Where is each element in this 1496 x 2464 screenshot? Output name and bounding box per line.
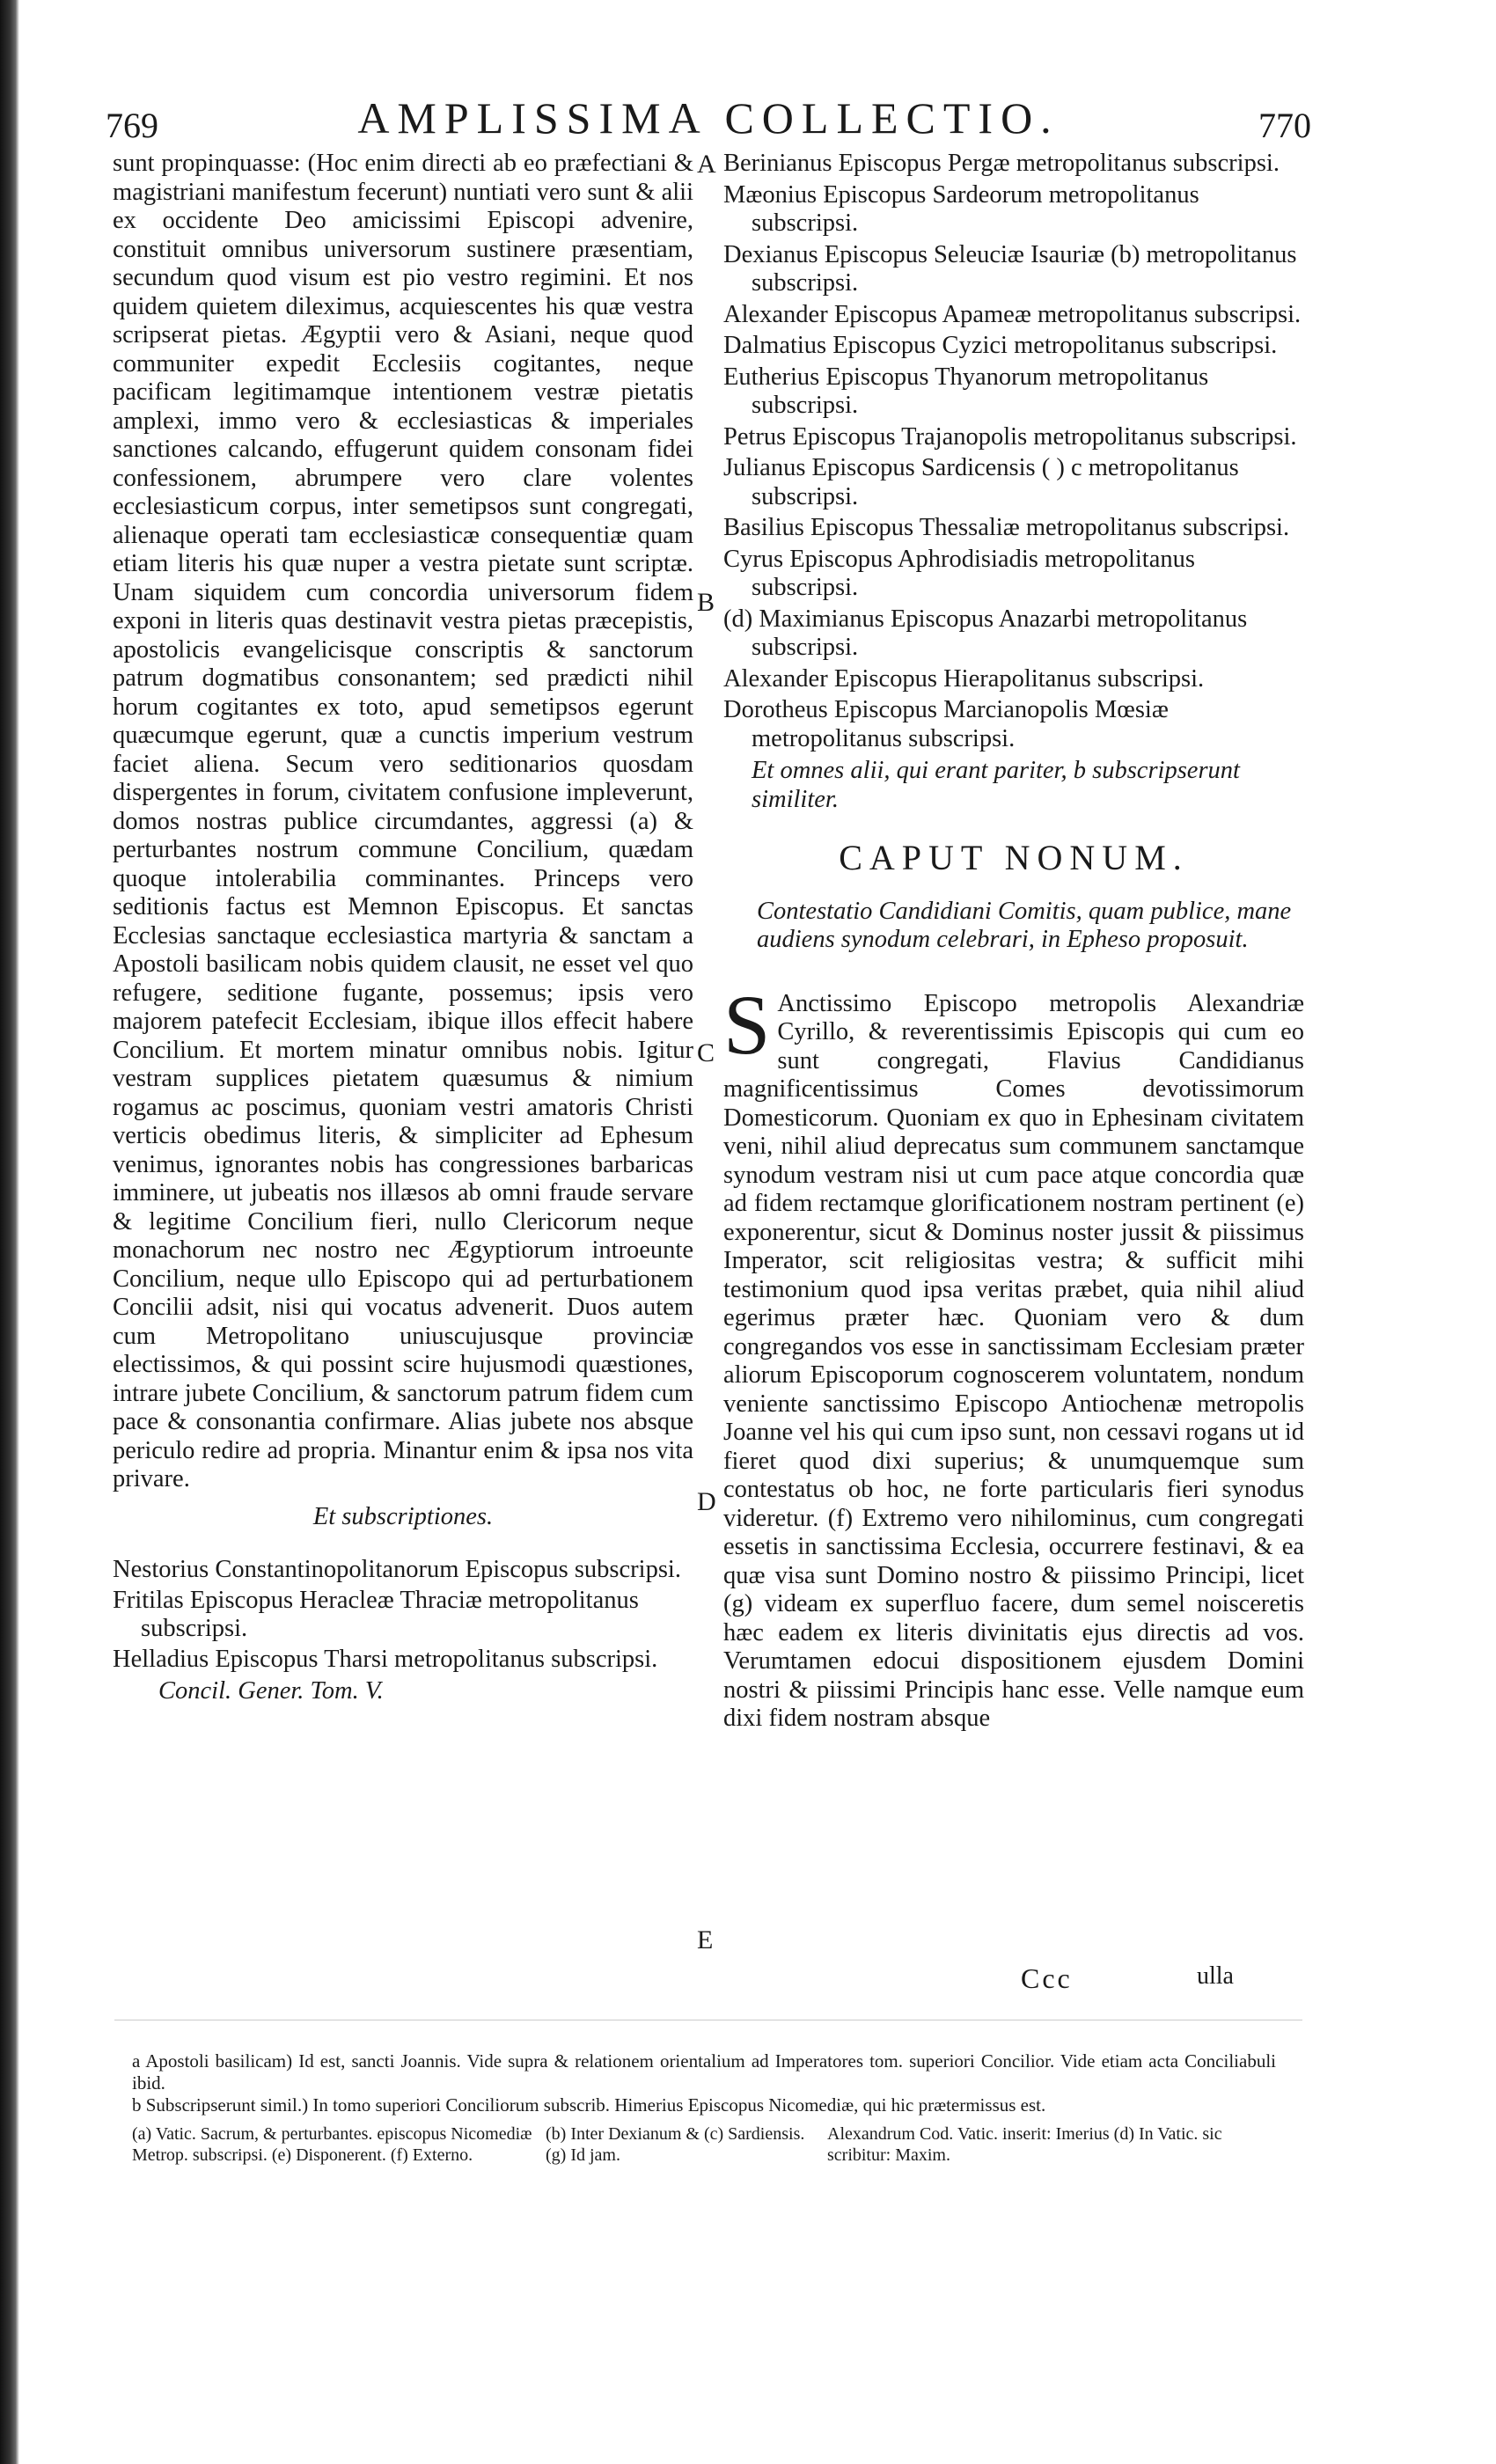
signature-line: Mæonius Episcopus Sardeorum metropolitanus subscripsi. [723, 180, 1199, 237]
variant-reading: Alexandrum Cod. Vatic. inserit: Imerius (d) In Vatic. sic scribitur: Maxim. [827, 2124, 1222, 2165]
catchword: ulla [1197, 1962, 1234, 1990]
footnote: a Apostoli basilicam) Id est, sancti Joannis. Vide supra & relationem orientalium ad Imperatores tom. superiori Concilior. Vide etiam acta Conciliabuli ibid. [132, 2050, 1276, 2094]
signature-line: Nestorius Constantinopolitanorum Episcopus subscripsi. [113, 1556, 681, 1583]
signature-mark: Ccc [1021, 1962, 1073, 1994]
page-number-right: 770 [1258, 106, 1311, 145]
footnote: b Subscripserunt simil.) In tomo superiori Conciliorum subscrib. Himerius Episcopus Nicomediæ, qui hic prætermissus est. [132, 2094, 1046, 2116]
chapter-body [723, 977, 1304, 1734]
drop-cap: S [723, 977, 771, 1072]
binding-shadow [0, 0, 19, 2464]
right-signature-list [723, 150, 1304, 753]
signature-line: Fritilas Episcopus Heracleæ Thraciæ metropolitanus subscripsi. [113, 1586, 639, 1642]
signature-line: Petrus Episcopus Trajanopolis metropolitanus subscripsi. [723, 422, 1297, 451]
right-column [723, 150, 1304, 1734]
chapter-title: CAPUT NONUM. [839, 838, 1189, 877]
left-signature-list [113, 1556, 693, 1674]
chapter-body-text: Anctissimo Episcopo metropolis Alexandriæ Cyrillo, & reverentissimis Episcopis qui cum eo sunt congregati, Flavius Candidianus magnificentissimus Comes devotissimorum Domesticorum. Quoniam ex quo in Ephesinam civitatem veni, nihil aliud deprecatus sum communem sanctamque synodum vestram nisi ut cum pace atque concordia quæ ad fidem rectamque glorificationem nostram pertinent (e) exponerentur, sicut & Dominus noster jussit & piissimus Imperator, scit religiositas vestra; & sufficit mihi testimonium quod ipsa veritas præbet, quia nihil aliud egerimus præter hæc. Quoniam vero & dum congregandos vos esse in sanctissimam Ecclesiam præter aliorum Episcoporum cognoscerem voluntatem, nondum veniente sanctissimo Episcopo Antiochenæ metropolis Joanne vel his qui cum ipso sunt, non cessavi rogans ut id fieret quod dixi superius; & unumquemque sum contestatus ob hoc, ne forte particularis fieri synodus videretur. (f) Extremo vero nihilominus, cum congregati essetis in sanctissima Ecclesia, occurrere festinavi, & ea quæ visa sunt Domino nostro & piissimo Principi, licet (g) videam ex superfluo facere, dum semel noisceretis hæc eadem ex literis divinitatis ejus directis ad vos. Verumtamen edocui dispositionem ejusdem Domini nostri & piissimi Principis hanc esse. Velle namque eum dixi fidem nostram absque [723, 989, 1304, 1732]
variant-readings [132, 2123, 1276, 2166]
variant-reading: (b) Inter Dexianum & (c) Sardiensis. (g) Id jam. [546, 2124, 805, 2165]
margin-letter-e: E [697, 1925, 714, 1954]
signature-line: Eutherius Episcopus Thyanorum metropolitanus subscripsi. [723, 363, 1209, 419]
subscriptions-heading: Et subscriptiones. [312, 1502, 494, 1530]
left-column [113, 150, 693, 1731]
margin-letter-a: A [697, 150, 716, 179]
variant-reading: (a) Vatic. Sacrum, & perturbantes. episcopus Nicomediæ Metrop. subscripsi. (e) Disponerent. (f) Externo. [132, 2124, 532, 2165]
signature-line: Julianus Episcopus Sardicensis ( ) c metropolitanus subscripsi. [723, 454, 1239, 510]
footnotes [132, 2050, 1276, 2166]
letter-body-text: sunt propinquasse: (Hoc enim directi ab eo præfectiani & magistriani manifestum fecerunt) nuntiati vero sunt & alii ex occidente Deo amicissimi Episcopi advenire, constituit omnibus universorum sustinere præsentiam, secundum quod visum est pio vestro regimini. Et nos quidem quietem dileximus, acquiescentes his quæ vestra scripserat pietas. Ægyptii vero & Asiani, neque quod communiter expedit Ecclesiis cogitantes, neque pacificam legitimamque intentionem vestræ pietatis amplexi, immo vero & ecclesiasticas & imperiales sanctiones calcando, effugerunt quidem consonam fidei confessionem, abrumpere vero clare volentes ecclesiasticum corpus, inter semetipsos sunt congregati, alienaque operati tam ecclesiasticæ consequentiæ quam etiam literis his quæ nuper a vestra pietate sunt scriptæ. Unam siquidem cum concordia universorum fidem exponi in literis quas destinavit vestra pietas præcepistis, apostolicis evangelicisque conscriptis & sanctorum patrum dogmatibus consonantem; sed prædicti nihil horum cogitantes ex toto, apud semetipsos egerunt quæcumque egerunt, quæ a cunctis imperium vestrum faciet aliena. Secum vero seditionarios quosdam dispergentes in forum, civitatem confusione impleverunt, domos nostras publice circumdantes, aggressi (a) & perturbantes nostrum commune Concilium, quædam quoque intolerabilia comminantes. Princeps vero seditionis factus est Memnon Episcopus. Et sanctas Ecclesias sanctaque ecclesiastica martyria & sanctam a Apostoli basilicam nobis quidem clausit, ne esset vel quo refugere, seditione fugante, possemus; ipsis vero majorem patefecit Ecclesiam, ibique illos effecit habere Concilium. Et mortem minatur omnibus nobis. Igitur vestram supplices pietatem quæsumus & nimium rogamus ac poscimus, quoniam vestri amatoris Christi verticis obedimus literis, & simpliciter ad Ephesum venimus, ignorantes nobis has congressiones barbaricas imminere, ut jubeatis nos illæsos ab omni fraude servare & legitime Concilium fieri, nullo Clericorum neque monachorum nec nostro nec Ægyptiorum introeunte Concilium, neque ullo Episcopo qui ad perturbationem Concilii adsit, nisi qui vocatus advenerit. Duos autem cum Metropolitano uniuscujusque provinciæ electissimos, & qui possint scire hujusmodi quæstiones, intrare jubete Concilium, & sanctorum patrum fidem cum pace & consonantia confirmare. Alias jubete nos absque periculo redire ad propria. Minantur enim & ipsa nos vita privare. [113, 150, 693, 1492]
signature-line: (d) Maximianus Episcopus Anazarbi metropolitanus subscripsi. [723, 605, 1248, 661]
signature-line: Helladius Episcopus Tharsi metropolitanus subscripsi. [113, 1645, 658, 1673]
signature-line: Basilius Episcopus Thessaliæ metropolitanus subscripsi. [723, 514, 1290, 541]
signatures-closing: Et omnes alii, qui erant pariter, b subscripserunt similiter. [752, 757, 1240, 813]
page-number-left: 769 [106, 106, 158, 145]
margin-letter-b: B [697, 588, 715, 617]
running-title: AMPLISSIMA COLLECTIO. [357, 93, 1060, 143]
signature-line: Dorotheus Episcopus Marcianopolis Mœsiæ metropolitanus subscripsi. [723, 696, 1169, 752]
signature-line: Alexander Episcopus Apameæ metropolitanus subscripsi. [723, 300, 1302, 328]
signature-line: Berinianus Episcopus Pergæ metropolitanus subscripsi. [723, 150, 1280, 177]
signature-line: Dexianus Episcopus Seleuciæ Isauriæ (b) metropolitanus subscripsi. [723, 240, 1297, 297]
signature-line: Cyrus Episcopus Aphrodisiadis metropolitanus subscripsi. [723, 545, 1195, 601]
chapter-subtitle: Contestatio Candidiani Comitis, quam publice, mane audiens synodum celebrari, in Epheso proposuit. [757, 897, 1292, 953]
volume-line: Concil. Gener. Tom. V. [158, 1677, 384, 1705]
margin-letter-d: D [697, 1487, 716, 1516]
margin-letter-c: C [697, 1038, 715, 1067]
signature-line: Alexander Episcopus Hierapolitanus subscripsi. [723, 664, 1205, 693]
running-header [106, 92, 1311, 154]
signature-line: Dalmatius Episcopus Cyzici metropolitanus subscripsi. [723, 332, 1278, 359]
